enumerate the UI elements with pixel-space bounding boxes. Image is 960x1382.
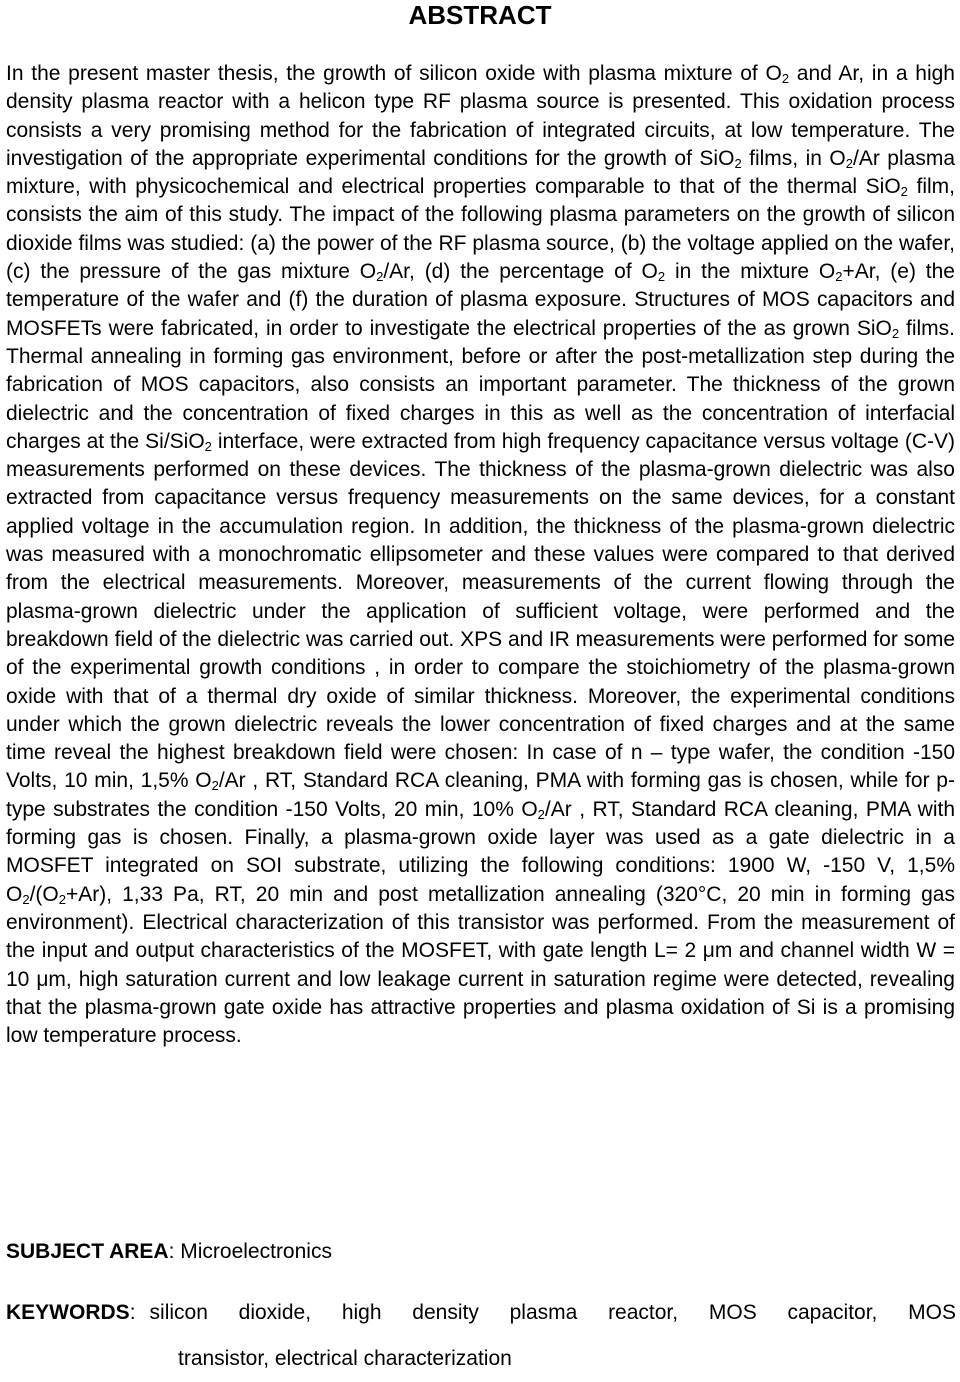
keyword-word: silicon bbox=[149, 1301, 208, 1324]
keywords-separator: : bbox=[129, 1301, 136, 1324]
keyword-word: reactor, bbox=[608, 1301, 679, 1324]
keywords-heading bbox=[6, 1290, 136, 1336]
abstract-text-run: /Ar, (d) the percentage of O bbox=[383, 260, 658, 284]
subject-area-label: SUBJECT AREA bbox=[6, 1240, 169, 1263]
abstract-text-run: +Ar), 1,33 Pa, RT, 20 min and post metallization annealing (320°C, 20 min in forming gas environment). Electrical characterization of this transistor was performed. From the measurement of the input and output characteristics of the MOSFET, with gate length L= 2 μm and channel width W = 10 μm, high saturation current and low leakage current in saturation regime were detected, revealing that the plasma-grown gate oxide has attractive properties and plasma oxidation of Si is a promising low temperature process. bbox=[6, 882, 955, 1048]
subscript: 2 bbox=[734, 155, 742, 171]
subscript: 2 bbox=[900, 184, 908, 200]
abstract-text-run: films. Thermal annealing in forming gas environment, before or after the post-metallization step during the fabrication of MOS capacitors, also consists an important parameter. The thickness of the grown dielectric and the concentration of fixed charges in this as well as the concentration of interfacial charges at the Si/SiO bbox=[6, 316, 956, 453]
keyword-word: capacitor, bbox=[787, 1301, 878, 1324]
abstract-text-run: /(O bbox=[29, 882, 59, 906]
keywords-line-2: transistor, electrical characterization bbox=[178, 1347, 512, 1370]
subscript: 2 bbox=[835, 269, 843, 285]
subscript: 2 bbox=[537, 806, 545, 822]
abstract-text-run: in the mixture O bbox=[665, 260, 836, 284]
keywords bbox=[6, 1290, 956, 1382]
abstract-body bbox=[6, 60, 955, 1050]
abstract-text-run: +Ar, (e) the temperature of the wafer and (f) the duration of plasma exposure. Structures of MOS capacitors and MOSFETs were fabricated, in order to investigate the electrical properties of the as grown SiO bbox=[6, 260, 955, 340]
subscript: 2 bbox=[211, 778, 219, 794]
keyword-word: density bbox=[412, 1301, 479, 1324]
abstract-text-run: and Ar, in a high density plasma reactor with a helicon type RF plasma source is presented. This oxidation process consists a very promising method for the fabrication of integrated circuits, at low temperature. The investigation of the appropriate experimental conditions for the growth of SiO bbox=[6, 62, 955, 170]
subscript: 2 bbox=[891, 325, 900, 341]
keyword-word: MOS bbox=[708, 1301, 757, 1324]
subscript: 2 bbox=[657, 269, 666, 285]
subject-area-value: Microelectronics bbox=[180, 1240, 332, 1263]
subject-area-separator: : bbox=[168, 1240, 181, 1263]
subscript: 2 bbox=[781, 71, 790, 86]
abstract-text-run: films, in O bbox=[741, 146, 846, 170]
keywords-label: KEYWORDS bbox=[6, 1301, 130, 1324]
abstract-text-run: /Ar plasma mixture, with physicochemical and electrical properties comparable to that of the thermal SiO bbox=[6, 146, 956, 199]
subscript: 2 bbox=[845, 155, 853, 171]
subscript: 2 bbox=[22, 891, 30, 907]
abstract-text-run: /Ar , RT, Standard RCA cleaning, PMA with forming gas is chosen. Finally, a plasma-grown oxide layer was used as a gate dielectric in a MOSFET integrated on SOI substrate, utilizing the following conditions: 1900 W, -150 V, 1,5% O bbox=[6, 797, 956, 906]
abstract-title: ABSTRACT bbox=[408, 0, 552, 30]
abstract-text-run: interface, were extracted from high frequency capacitance versus voltage (C-V) measurements performed on these devices. The thickness of the plasma-grown dielectric was also extracted from capacitance versus frequency measurements on the same devices, for a constant applied voltage in the accumulation region. In addition, the thickness of the plasma-grown dielectric was measured with a monochromatic ellipsometer and these values were compared to that derived from the electrical measurements. Moreover, measurements of the current flowing through the plasma-grown dielectric under the application of sufficient voltage, were performed and the breakdown field of the dielectric was carried out. XPS and IR measurements were performed for some of the experimental growth conditions , in order to compare the stoichiometry of the plasma-grown oxide with that of a thermal dry oxide of similar thickness. Moreover, the experimental conditions under which the grown dielectric reveals the lower concentration of fixed charges and at the same time reveal the highest breakdown field were chosen: In case of n – type wafer, the condition -150 Volts, 10 min, 1,5% O bbox=[6, 429, 956, 793]
keyword-word: dioxide, bbox=[238, 1301, 312, 1324]
abstract-text-run: film, consists the aim of this study. The impact of the following plasma parameters on the growth of silicon dioxide films was studied: (a) the power of the RF plasma source, (b) the voltage applied on the wafer, (c) the pressure of the gas mixture O bbox=[6, 175, 956, 284]
subscript: 2 bbox=[58, 891, 66, 907]
subscript: 2 bbox=[376, 269, 384, 285]
keywords-line-1 bbox=[150, 1290, 956, 1336]
keyword-word: high bbox=[341, 1301, 382, 1324]
keyword-word: plasma bbox=[509, 1301, 578, 1324]
subject-area bbox=[6, 1237, 955, 1267]
subscript: 2 bbox=[204, 438, 212, 454]
keyword-word: MOS bbox=[908, 1301, 956, 1324]
abstract-text-run: In the present master thesis, the growth of silicon oxide with plasma mixture of O bbox=[6, 62, 782, 85]
abstract-text-run: /Ar , RT, Standard RCA cleaning, PMA with forming gas is chosen, while for p-type substrates the condition -150 Volts, 20 min, 10% O bbox=[6, 769, 955, 821]
